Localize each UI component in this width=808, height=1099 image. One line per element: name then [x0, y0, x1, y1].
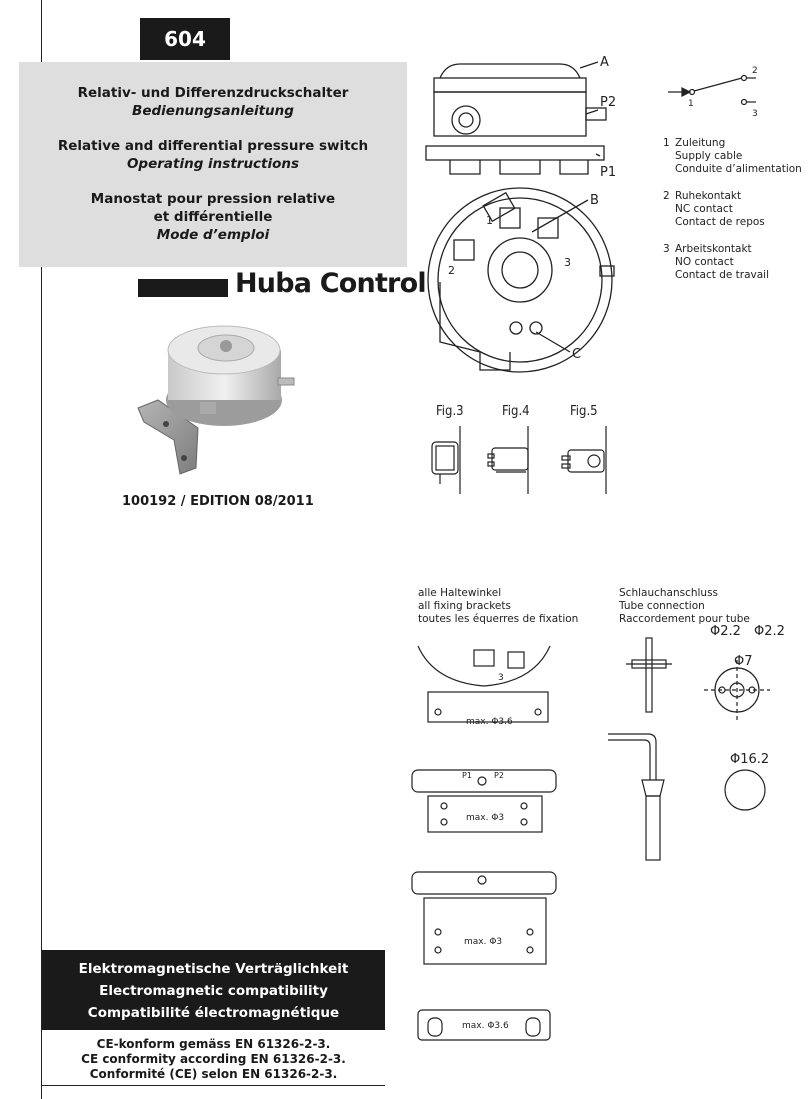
- tube-caption-en: Tube connection: [619, 600, 705, 612]
- bracket-terminal-3: 3: [498, 673, 504, 683]
- legend-de: Zuleitung: [675, 137, 726, 149]
- bracket-drawing-1: [414, 642, 554, 732]
- bracket-port-p1: P1: [462, 771, 472, 780]
- tube-caption-de: Schlauchanschluss: [619, 587, 719, 599]
- label-b: B: [590, 193, 599, 208]
- label-c: C: [572, 347, 582, 362]
- legend-en: Supply cable: [675, 150, 743, 162]
- bracket-drawing-3: [410, 870, 560, 970]
- edition-number: 100192 / EDITION 08/2011: [122, 494, 314, 509]
- legend-fr: Conduite d’alimentation: [675, 163, 802, 175]
- bracket-max-3: max. Φ3: [464, 937, 503, 947]
- terminal-2-label: 2: [448, 264, 455, 277]
- subtitle-de: Bedienungsanleitung: [132, 103, 294, 119]
- legend-de: Arbeitskontakt: [675, 243, 752, 255]
- ce-statement-en: CE conformity according EN 61326-2-3.: [81, 1052, 346, 1066]
- fig4-label: Fig.4: [502, 404, 530, 419]
- bracket-caption: [418, 587, 578, 626]
- brand-bar: [138, 279, 228, 297]
- bracket-drawing-4: [414, 1004, 554, 1046]
- legend-item: [663, 243, 802, 282]
- tube-dim-3: Φ7: [734, 654, 753, 669]
- emc-header: [42, 950, 385, 1030]
- legend-en: NC contact: [675, 203, 733, 215]
- title-en: Relative and differential pressure switch: [57, 138, 369, 154]
- emc-title-de: Elektromagnetische Verträglichkeit: [78, 961, 349, 977]
- legend-num: 2: [663, 190, 670, 202]
- subtitle-en: Operating instructions: [126, 156, 300, 172]
- terminal-3-label: 3: [564, 256, 571, 269]
- ce-statement-fr: Conformité (CE) selon EN 61326-2-3.: [89, 1067, 338, 1081]
- switch-contact-symbol: [664, 64, 764, 124]
- terminal-1-label: 1: [486, 214, 493, 227]
- subtitle-fr: Mode d’emploi: [156, 227, 270, 243]
- tube-connection-drawing: [606, 630, 796, 870]
- tube-dim-2: Φ2.2: [754, 624, 785, 639]
- legend-item: [663, 137, 802, 176]
- page-number-tab: [140, 18, 230, 60]
- page-number: 604: [164, 27, 206, 51]
- fig5-label: Fig.5: [570, 404, 598, 419]
- emc-conformity: [42, 1030, 385, 1086]
- legend-item: [663, 190, 802, 229]
- bracket-max-1: max. Φ3.6: [466, 717, 513, 727]
- legend-fr: Contact de travail: [675, 269, 770, 281]
- switch-terminal-3: 3: [752, 109, 758, 119]
- brand-logo: Huba Control: [235, 268, 426, 299]
- bracket-max-4: max. Φ3.6: [462, 1021, 509, 1031]
- legend-en: NO contact: [675, 256, 734, 268]
- legend-de: Ruhekontakt: [675, 190, 742, 202]
- emc-title-en: Electromagnetic compatibility: [99, 983, 328, 999]
- contact-legend: [663, 137, 802, 296]
- tube-caption-fr: Raccordement pour tube: [619, 613, 750, 625]
- legend-num: 3: [663, 243, 670, 255]
- tube-dim-1: Φ2.2: [710, 624, 741, 639]
- label-a: A: [600, 55, 609, 70]
- title-fr-line2: et différentielle: [153, 209, 273, 225]
- legend-num: 1: [663, 137, 670, 149]
- bracket-port-p2: P2: [494, 771, 504, 780]
- mounting-figures: [418, 424, 612, 496]
- switch-terminal-1: 1: [688, 99, 694, 109]
- title-de: Relativ- und Differenzdruckschalter: [77, 85, 349, 101]
- switch-terminal-2: 2: [752, 66, 758, 76]
- title-fr-line1: Manostat pour pression relative: [90, 191, 336, 207]
- label-p1: P1: [600, 165, 617, 180]
- bracket-caption-en: all fixing brackets: [418, 600, 511, 612]
- ce-statement-de: CE-konform gemäss EN 61326-2-3.: [96, 1037, 331, 1051]
- tube-caption: [619, 587, 750, 626]
- bracket-caption-fr: toutes les équerres de fixation: [418, 613, 579, 625]
- emc-section: [42, 950, 385, 1086]
- bracket-max-2: max. Φ3: [466, 813, 505, 823]
- title-box: [19, 62, 407, 267]
- product-photo: [128, 318, 298, 478]
- label-p2: P2: [600, 95, 617, 110]
- fig3-label: Fig.3: [436, 404, 464, 419]
- bracket-caption-de: alle Haltewinkel: [418, 587, 502, 599]
- legend-fr: Contact de repos: [675, 216, 765, 228]
- switch-technical-drawing: [420, 52, 650, 382]
- tube-dim-4: Φ16.2: [730, 752, 770, 767]
- bracket-drawing-2: [410, 768, 560, 838]
- emc-title-fr: Compatibilité électromagnétique: [87, 1005, 340, 1021]
